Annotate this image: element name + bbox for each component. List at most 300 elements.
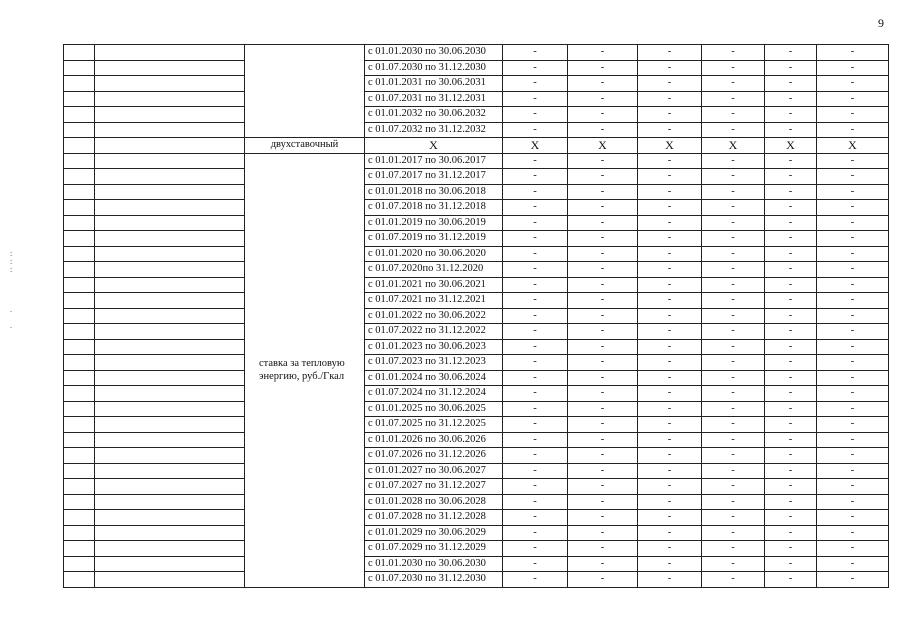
- value-cell: -: [568, 246, 638, 262]
- value-cell: -: [765, 432, 817, 448]
- value-cell: -: [765, 107, 817, 123]
- organization-cell: [95, 76, 245, 92]
- page-number: 9: [878, 16, 884, 30]
- row-number-cell: [64, 494, 95, 510]
- value-cell: -: [568, 463, 638, 479]
- value-cell: -: [702, 510, 765, 526]
- organization-cell: [95, 432, 245, 448]
- table-row: [64, 277, 889, 293]
- table-row: [64, 231, 889, 247]
- value-cell: -: [765, 386, 817, 402]
- value-cell: -: [817, 122, 889, 138]
- value-cell: -: [765, 91, 817, 107]
- row-number-cell: [64, 401, 95, 417]
- value-cell: -: [817, 215, 889, 231]
- row-number-cell: [64, 324, 95, 340]
- value-cell: -: [503, 122, 568, 138]
- row-number-cell: [64, 510, 95, 526]
- value-cell: -: [638, 541, 702, 557]
- organization-cell: [95, 215, 245, 231]
- row-number-cell: [64, 45, 95, 61]
- value-cell: -: [568, 91, 638, 107]
- value-cell: -: [765, 308, 817, 324]
- value-cell: -: [702, 45, 765, 61]
- period-cell: с 01.07.2027 по 31.12.2027: [365, 479, 503, 495]
- value-cell: -: [503, 91, 568, 107]
- row-number-cell: [64, 448, 95, 464]
- value-cell: -: [568, 556, 638, 572]
- period-cell: с 01.01.2029 по 30.06.2029: [365, 525, 503, 541]
- row-number-cell: [64, 153, 95, 169]
- value-cell: -: [638, 45, 702, 61]
- row-number-cell: [64, 355, 95, 371]
- table-row: [64, 463, 889, 479]
- organization-cell: [95, 386, 245, 402]
- value-cell: -: [702, 262, 765, 278]
- table-row: [64, 324, 889, 340]
- value-cell: X: [765, 138, 817, 154]
- value-cell: -: [765, 293, 817, 309]
- organization-cell: [95, 510, 245, 526]
- value-cell: -: [817, 231, 889, 247]
- value-cell: -: [702, 448, 765, 464]
- table-row: [64, 91, 889, 107]
- value-cell: X: [702, 138, 765, 154]
- organization-cell: [95, 45, 245, 61]
- value-cell: -: [638, 262, 702, 278]
- tariff-table-wrapper: [63, 44, 889, 588]
- value-cell: -: [503, 494, 568, 510]
- value-cell: -: [568, 169, 638, 185]
- value-cell: -: [568, 277, 638, 293]
- row-number-cell: [64, 262, 95, 278]
- value-cell: -: [503, 417, 568, 433]
- row-number-cell: [64, 479, 95, 495]
- row-number-cell: [64, 184, 95, 200]
- table-row: [64, 339, 889, 355]
- value-cell: -: [765, 525, 817, 541]
- table-row: [64, 417, 889, 433]
- value-cell: -: [702, 401, 765, 417]
- value-cell: -: [568, 479, 638, 495]
- value-cell: -: [817, 91, 889, 107]
- value-cell: -: [765, 556, 817, 572]
- period-cell: с 01.01.2025 по 30.06.2025: [365, 401, 503, 417]
- value-cell: -: [503, 401, 568, 417]
- value-cell: -: [702, 479, 765, 495]
- organization-cell: [95, 122, 245, 138]
- value-cell: -: [765, 231, 817, 247]
- value-cell: -: [817, 556, 889, 572]
- period-cell: с 01.01.2032 по 30.06.2032: [365, 107, 503, 123]
- organization-cell: [95, 138, 245, 154]
- value-cell: -: [765, 479, 817, 495]
- value-cell: -: [568, 231, 638, 247]
- value-cell: -: [765, 541, 817, 557]
- value-cell: -: [702, 200, 765, 216]
- value-cell: -: [702, 293, 765, 309]
- value-cell: -: [702, 463, 765, 479]
- period-cell: с 01.07.2025 по 31.12.2025: [365, 417, 503, 433]
- table-row: [64, 572, 889, 588]
- value-cell: -: [638, 91, 702, 107]
- value-cell: -: [638, 339, 702, 355]
- value-cell: -: [817, 494, 889, 510]
- row-number-cell: [64, 432, 95, 448]
- value-cell: -: [817, 169, 889, 185]
- value-cell: -: [702, 355, 765, 371]
- value-cell: -: [503, 479, 568, 495]
- value-cell: -: [702, 215, 765, 231]
- row-number-cell: [64, 122, 95, 138]
- value-cell: -: [503, 541, 568, 557]
- value-cell: -: [765, 246, 817, 262]
- value-cell: -: [702, 386, 765, 402]
- value-cell: -: [765, 215, 817, 231]
- value-cell: -: [568, 215, 638, 231]
- table-row: [64, 200, 889, 216]
- value-cell: -: [568, 355, 638, 371]
- value-cell: -: [638, 184, 702, 200]
- table-row: [64, 510, 889, 526]
- value-cell: -: [503, 200, 568, 216]
- value-cell: -: [817, 246, 889, 262]
- period-cell: с 01.07.2018 по 31.12.2018: [365, 200, 503, 216]
- value-cell: -: [702, 107, 765, 123]
- value-cell: -: [568, 572, 638, 588]
- value-cell: -: [765, 448, 817, 464]
- value-cell: -: [638, 355, 702, 371]
- period-cell: с 01.01.2018 по 30.06.2018: [365, 184, 503, 200]
- value-cell: -: [817, 200, 889, 216]
- table-row: [64, 153, 889, 169]
- value-cell: -: [817, 572, 889, 588]
- value-cell: -: [568, 370, 638, 386]
- organization-cell: [95, 339, 245, 355]
- value-cell: -: [568, 293, 638, 309]
- organization-cell: [95, 200, 245, 216]
- table-body: [64, 45, 889, 588]
- period-cell: с 01.01.2020 по 30.06.2020: [365, 246, 503, 262]
- value-cell: -: [638, 277, 702, 293]
- value-cell: -: [817, 355, 889, 371]
- value-cell: -: [503, 386, 568, 402]
- value-cell: -: [765, 339, 817, 355]
- value-cell: -: [568, 76, 638, 92]
- table-row: [64, 45, 889, 61]
- rate-label: ставка за тепловую энергию, руб./Гкал: [245, 153, 365, 587]
- value-cell: -: [817, 463, 889, 479]
- period-cell: с 01.01.2024 по 30.06.2024: [365, 370, 503, 386]
- table-row: [64, 138, 889, 154]
- value-cell: -: [765, 572, 817, 588]
- period-cell: с 01.07.2024 по 31.12.2024: [365, 386, 503, 402]
- value-cell: -: [702, 572, 765, 588]
- period-cell: с 01.01.2028 по 30.06.2028: [365, 494, 503, 510]
- row-number-cell: [64, 277, 95, 293]
- value-cell: -: [817, 541, 889, 557]
- value-cell: -: [568, 386, 638, 402]
- value-cell: -: [702, 277, 765, 293]
- table-row: [64, 107, 889, 123]
- value-cell: -: [817, 60, 889, 76]
- tariff-type-label: двухставочный: [245, 138, 365, 154]
- value-cell: -: [503, 231, 568, 247]
- value-cell: -: [568, 107, 638, 123]
- value-cell: -: [702, 184, 765, 200]
- table-row: [64, 448, 889, 464]
- table-row: [64, 432, 889, 448]
- value-cell: -: [817, 107, 889, 123]
- value-cell: -: [765, 184, 817, 200]
- period-cell: с 01.07.2019 по 31.12.2019: [365, 231, 503, 247]
- table-row: [64, 76, 889, 92]
- value-cell: -: [702, 231, 765, 247]
- value-cell: -: [702, 556, 765, 572]
- period-cell: с 01.01.2023 по 30.06.2023: [365, 339, 503, 355]
- table-row: [64, 293, 889, 309]
- value-cell: -: [765, 463, 817, 479]
- value-cell: -: [817, 262, 889, 278]
- value-cell: -: [638, 200, 702, 216]
- organization-cell: [95, 401, 245, 417]
- organization-cell: [95, 463, 245, 479]
- value-cell: -: [765, 324, 817, 340]
- value-cell: -: [568, 262, 638, 278]
- value-cell: -: [503, 324, 568, 340]
- row-number-cell: [64, 339, 95, 355]
- value-cell: -: [638, 572, 702, 588]
- organization-cell: [95, 107, 245, 123]
- x-mark-cell: X: [365, 138, 503, 154]
- value-cell: -: [503, 572, 568, 588]
- organization-cell: [95, 556, 245, 572]
- value-cell: -: [568, 184, 638, 200]
- value-cell: -: [503, 339, 568, 355]
- value-cell: -: [638, 432, 702, 448]
- value-cell: -: [765, 76, 817, 92]
- row-number-cell: [64, 246, 95, 262]
- value-cell: -: [765, 370, 817, 386]
- value-cell: -: [817, 525, 889, 541]
- period-cell: с 01.01.2017 по 30.06.2017: [365, 153, 503, 169]
- value-cell: -: [503, 277, 568, 293]
- value-cell: -: [568, 153, 638, 169]
- value-cell: -: [817, 510, 889, 526]
- value-cell: X: [817, 138, 889, 154]
- value-cell: -: [638, 215, 702, 231]
- period-cell: с 01.07.2031 по 31.12.2031: [365, 91, 503, 107]
- table-row: [64, 169, 889, 185]
- organization-cell: [95, 494, 245, 510]
- organization-cell: [95, 153, 245, 169]
- row-number-cell: [64, 386, 95, 402]
- value-cell: -: [568, 494, 638, 510]
- period-cell: с 01.01.2019 по 30.06.2019: [365, 215, 503, 231]
- value-cell: -: [638, 525, 702, 541]
- value-cell: -: [817, 153, 889, 169]
- row-number-cell: [64, 525, 95, 541]
- value-cell: -: [765, 262, 817, 278]
- value-cell: -: [568, 200, 638, 216]
- value-cell: -: [702, 525, 765, 541]
- organization-cell: [95, 277, 245, 293]
- value-cell: -: [638, 417, 702, 433]
- value-cell: -: [638, 60, 702, 76]
- value-cell: -: [817, 386, 889, 402]
- value-cell: -: [568, 448, 638, 464]
- period-cell: с 01.01.2027 по 30.06.2027: [365, 463, 503, 479]
- value-cell: -: [503, 184, 568, 200]
- table-row: [64, 479, 889, 495]
- table-row: [64, 370, 889, 386]
- value-cell: -: [638, 169, 702, 185]
- organization-cell: [95, 355, 245, 371]
- value-cell: -: [817, 401, 889, 417]
- table-row: [64, 386, 889, 402]
- period-cell: с 01.07.2021 по 31.12.2021: [365, 293, 503, 309]
- value-cell: -: [765, 355, 817, 371]
- period-cell: с 01.07.2029 по 31.12.2029: [365, 541, 503, 557]
- row-number-cell: [64, 107, 95, 123]
- value-cell: -: [702, 169, 765, 185]
- value-cell: -: [638, 386, 702, 402]
- value-cell: -: [817, 417, 889, 433]
- organization-cell: [95, 91, 245, 107]
- value-cell: -: [638, 448, 702, 464]
- row-number-cell: [64, 231, 95, 247]
- row-number-cell: [64, 308, 95, 324]
- value-cell: -: [702, 122, 765, 138]
- row-number-cell: [64, 541, 95, 557]
- value-cell: -: [568, 308, 638, 324]
- value-cell: -: [503, 262, 568, 278]
- table-row: [64, 525, 889, 541]
- value-cell: -: [568, 60, 638, 76]
- value-cell: -: [638, 556, 702, 572]
- value-cell: -: [817, 184, 889, 200]
- value-cell: -: [503, 45, 568, 61]
- period-cell: с 01.07.2030 по 31.12.2030: [365, 572, 503, 588]
- value-cell: -: [817, 479, 889, 495]
- value-cell: -: [765, 494, 817, 510]
- row-number-cell: [64, 370, 95, 386]
- value-cell: -: [765, 200, 817, 216]
- table-row: [64, 246, 889, 262]
- organization-cell: [95, 448, 245, 464]
- value-cell: -: [638, 107, 702, 123]
- period-cell: с 01.01.2031 по 30.06.2031: [365, 76, 503, 92]
- period-cell: с 01.07.2017 по 31.12.2017: [365, 169, 503, 185]
- value-cell: -: [503, 525, 568, 541]
- period-cell: с 01.01.2022 по 30.06.2022: [365, 308, 503, 324]
- value-cell: X: [638, 138, 702, 154]
- margin-marks: : : : . .: [10, 249, 14, 330]
- organization-cell: [95, 231, 245, 247]
- value-cell: -: [702, 541, 765, 557]
- value-cell: -: [503, 510, 568, 526]
- organization-cell: [95, 324, 245, 340]
- value-cell: -: [702, 76, 765, 92]
- value-cell: -: [702, 494, 765, 510]
- value-cell: -: [638, 231, 702, 247]
- value-cell: -: [817, 308, 889, 324]
- value-cell: -: [503, 153, 568, 169]
- organization-cell: [95, 525, 245, 541]
- organization-cell: [95, 479, 245, 495]
- period-cell: с 01.07.2020по 31.12.2020: [365, 262, 503, 278]
- value-cell: X: [568, 138, 638, 154]
- period-cell: с 01.07.2023 по 31.12.2023: [365, 355, 503, 371]
- value-cell: -: [817, 45, 889, 61]
- value-cell: -: [702, 246, 765, 262]
- value-cell: -: [702, 417, 765, 433]
- table-row: [64, 494, 889, 510]
- value-cell: -: [503, 169, 568, 185]
- value-cell: -: [638, 153, 702, 169]
- value-cell: -: [503, 308, 568, 324]
- value-cell: -: [702, 324, 765, 340]
- value-cell: -: [503, 556, 568, 572]
- value-cell: -: [568, 339, 638, 355]
- organization-cell: [95, 184, 245, 200]
- table-row: [64, 308, 889, 324]
- period-cell: с 01.01.2030 по 30.06.2030: [365, 45, 503, 61]
- value-cell: -: [817, 370, 889, 386]
- period-cell: с 01.01.2026 по 30.06.2026: [365, 432, 503, 448]
- value-cell: -: [765, 277, 817, 293]
- organization-cell: [95, 541, 245, 557]
- value-cell: -: [638, 324, 702, 340]
- row-number-cell: [64, 417, 95, 433]
- period-cell: с 01.01.2030 по 30.06.2030: [365, 556, 503, 572]
- period-cell: с 01.07.2032 по 31.12.2032: [365, 122, 503, 138]
- value-cell: -: [702, 60, 765, 76]
- value-cell: -: [568, 432, 638, 448]
- value-cell: -: [817, 76, 889, 92]
- value-cell: -: [817, 293, 889, 309]
- value-cell: -: [568, 417, 638, 433]
- value-cell: -: [638, 479, 702, 495]
- organization-cell: [95, 572, 245, 588]
- row-number-cell: [64, 91, 95, 107]
- value-cell: -: [503, 432, 568, 448]
- value-cell: -: [638, 494, 702, 510]
- organization-cell: [95, 308, 245, 324]
- row-number-cell: [64, 215, 95, 231]
- period-cell: с 01.01.2021 по 30.06.2021: [365, 277, 503, 293]
- value-cell: -: [638, 122, 702, 138]
- period-cell: с 01.07.2028 по 31.12.2028: [365, 510, 503, 526]
- value-cell: -: [638, 510, 702, 526]
- value-cell: -: [568, 525, 638, 541]
- value-cell: -: [638, 293, 702, 309]
- row-number-cell: [64, 463, 95, 479]
- value-cell: -: [638, 370, 702, 386]
- row-number-cell: [64, 60, 95, 76]
- table-row: [64, 541, 889, 557]
- value-cell: -: [503, 215, 568, 231]
- value-cell: -: [765, 60, 817, 76]
- value-cell: -: [503, 293, 568, 309]
- table-row: [64, 401, 889, 417]
- table-row: [64, 122, 889, 138]
- value-cell: -: [568, 45, 638, 61]
- table-row: [64, 60, 889, 76]
- value-cell: -: [503, 76, 568, 92]
- value-cell: -: [568, 401, 638, 417]
- table-row: [64, 556, 889, 572]
